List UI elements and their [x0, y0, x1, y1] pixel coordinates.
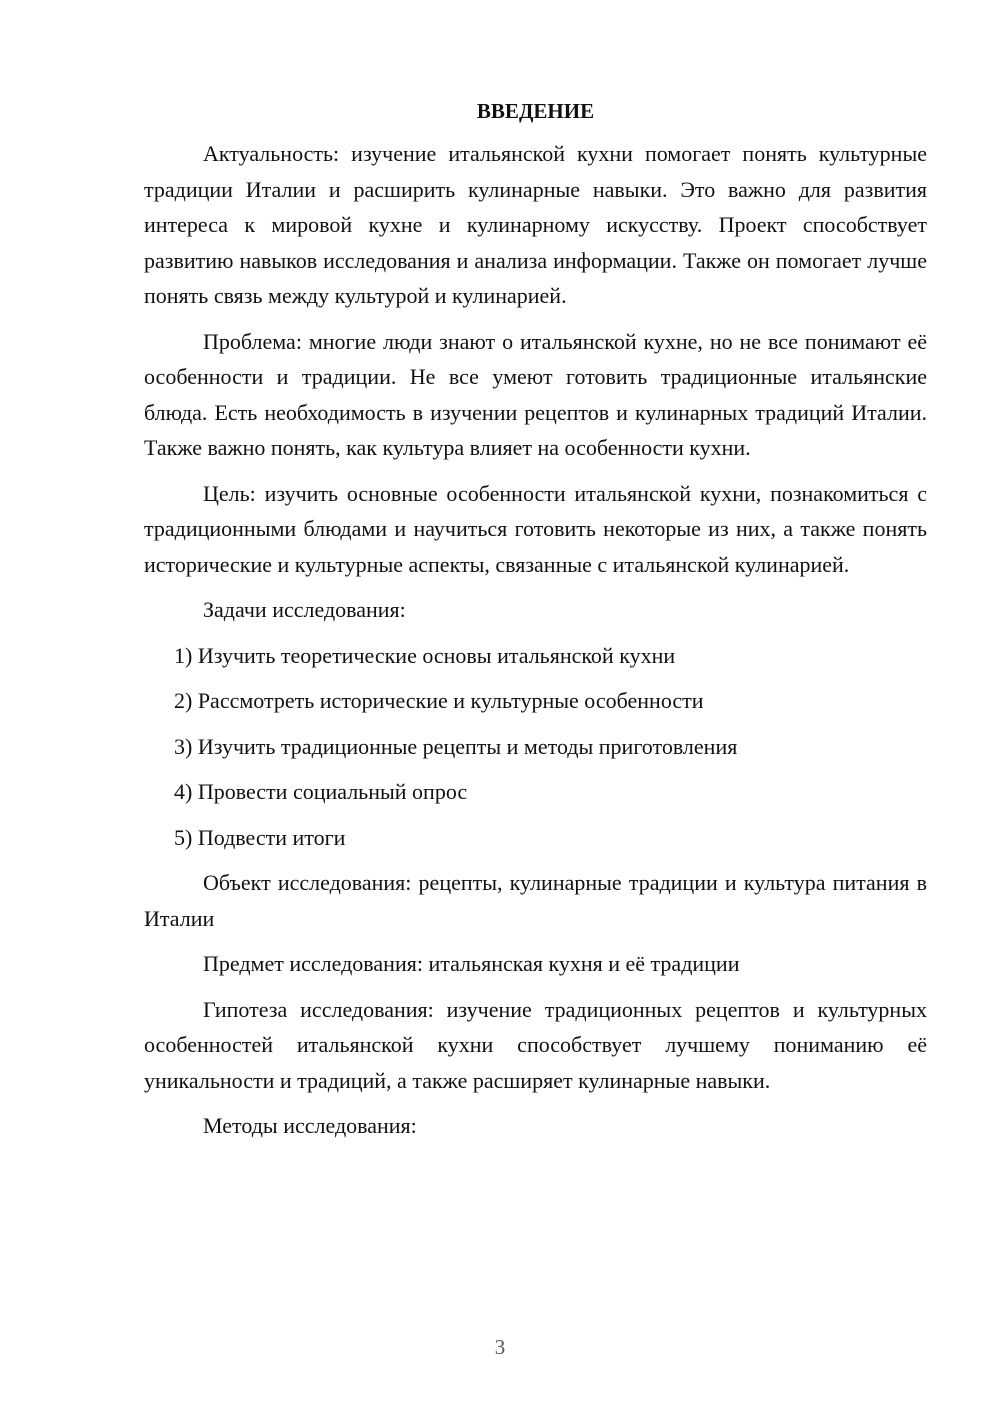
page-content	[144, 94, 927, 1154]
task-item: 1) Изучить теоретические основы итальянской кухни	[174, 642, 676, 668]
methods-heading: Методы исследования:	[203, 1113, 417, 1138]
section-title: ВВЕДЕНИЕ	[476, 99, 595, 123]
tasks-list	[144, 638, 927, 856]
subject-paragraph: Предмет исследования: итальянская кухня и её традиции	[203, 951, 740, 976]
hypothesis-paragraph: Гипотеза исследования: изучение традиционных рецептов и культурных особенностей итальянской кухни способствует лучшему пониманию её уникальности и традиций, а также расширяет кулинарные навыки.	[144, 996, 927, 1093]
task-item: 3) Изучить традиционные рецепты и методы приготовления	[174, 733, 738, 759]
task-item: 4) Провести социальный опрос	[174, 779, 468, 804]
object-paragraph: Объект исследования: рецепты, кулинарные традиции и культура питания в Италии	[144, 870, 927, 931]
goal-paragraph: Цель: изучить основные особенности итальянской кухни, познакомиться с традиционными блюдами и научиться готовить некоторые из них, а также понять исторические и культурные аспекты, связанные с итальянской кулинарией.	[144, 480, 927, 577]
page-number: 3	[494, 1335, 506, 1359]
tasks-heading: Задачи исследования:	[203, 597, 406, 622]
relevance-paragraph: Актуальность: изучение итальянской кухни помогает понять культурные традиции Италии и расширить кулинарные навыки. Это важно для развития интереса к мировой кухне и кулинарному искусству. Проект способствует развитию навыков исследования и анализа информации. Также он помогает лучше понять связь между культурой и кулинарией.	[144, 141, 927, 308]
problem-paragraph: Проблема: многие люди знают о итальянской кухне, но не все понимают её особенности и традиции. Не все умеют готовить традиционные итальянские блюда. Есть необходимость в изучении рецептов и кулинарных традиций Италии. Также важно понять, как культура влияет на особенности кухни.	[144, 328, 927, 460]
task-item: 5) Подвести итоги	[174, 824, 346, 850]
task-item: 2) Рассмотреть исторические и культурные особенности	[174, 688, 704, 713]
